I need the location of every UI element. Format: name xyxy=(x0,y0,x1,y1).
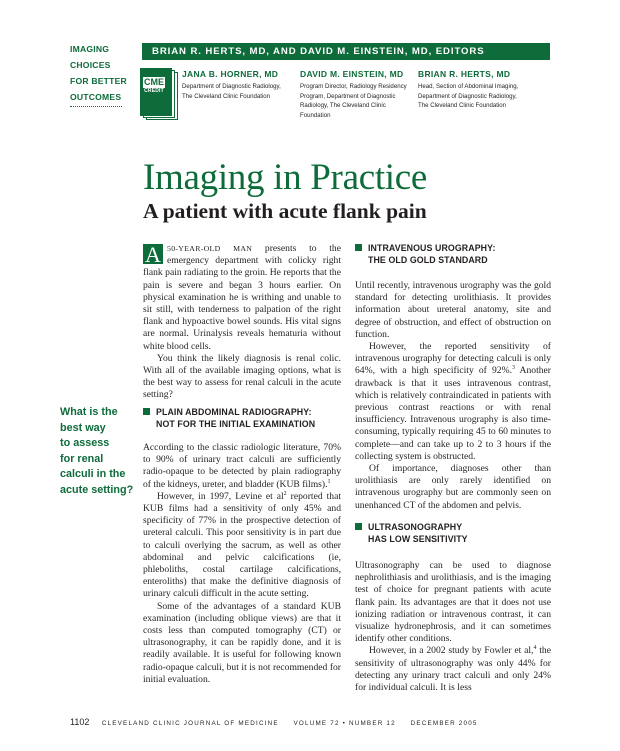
author-block xyxy=(418,69,548,111)
pull-quote: What is the best way to assess for renal calculi in the acute setting? xyxy=(60,406,134,496)
page-footer xyxy=(70,712,550,730)
author-name: BRIAN R. HERTS, MD xyxy=(418,69,511,79)
series-label xyxy=(70,41,132,105)
author-block xyxy=(182,69,294,101)
author-affiliation: Program Director, Radiology Residency Program, Department of Diagnostic Radiology, The Cleveland Clinic Foundation xyxy=(300,83,407,119)
bullet-square-icon xyxy=(355,244,362,251)
section-heading-plain-radiography: PLAIN ABDOMINAL RADIOGRAPHY: NOT FOR THE INITIAL EXAMINATION xyxy=(143,407,343,430)
series-divider xyxy=(70,106,122,107)
article-subtitle: A patient with acute flank pain xyxy=(143,199,427,223)
page-number: 1102 xyxy=(70,717,90,727)
intro-text xyxy=(143,243,341,402)
intro-paragraph: presents to the emergency department with colicky right flank pain radiating to the groin. He reports that the pain is severe and began 3 hours earlier. On physical examination he is writhing and unable to sit still, with tenderness to palpation of the right flank and hypoactive bowel sounds. His vital signs are normal. Urinalysis reveals hematuria without white blood cells. xyxy=(143,243,341,352)
cme-credit-icon xyxy=(140,68,176,118)
section-heading-ultrasonography: ULTRASONOGRAPHY HAS LOW SENSITIVITY xyxy=(355,522,555,545)
intro-paragraph: You think the likely diagnosis is renal colic. With all of the available imaging options, what is the best way to assess for renal calculi in the acute setting? xyxy=(143,352,341,401)
journal-citation: CLEVELAND CLINIC JOURNAL OF MEDICINE VOLUME 72 • NUMBER 12 DECEMBER 2005 xyxy=(101,720,478,727)
section-body-ultrasonography: Ultrasonography can be used to diagnose nephrolithiasis and urolithiasis, and is the imaging test of choice for pregnant patients with acute flank pain. Its advantages are that it does not use ionizing radiation or intravenous contrast, it can visualize hydronephrosis, and it can sometimes identify other conditions. However, in a 2002 study by Fowler et al,$^4$ the sensitivity of ultrasonography was only 44% for detecting any urinary tract calculi and only 24% for individual calculi. It is less xyxy=(355,560,551,694)
cme-label: CME xyxy=(144,77,164,87)
section-body-intravenous-urography: Until recently, intravenous urography was the gold standard for detecting urolithiasis. It provides information about ureteral anatomy, site and degree of obstruction, and effect of obstruction on function. However, the reported sensitivity of intravenous urography for detecting calculi is only 64%, with a high specificity of 92%.$^3$ Another drawback is that it uses intravenous contrast, which is relatively contraindicated in patients with previous contrast reactions or with renal insufficiency. Intravenous urography is also time-consuming, typically requiring 45 to 60 minutes to complete—and can take up to 2 to 3 hours if the collecting system is obstructed. Of importance, diagnoses other than urolithiasis are only rarely identified on intravenous urography but are commonly seen on unenhanced CT of the abdomen and pelvis. xyxy=(355,280,551,511)
cme-sublabel: CREDIT xyxy=(144,88,164,94)
section-heading-intravenous-urography: INTRAVENOUS UROGRAPHY: THE OLD GOLD STANDARD xyxy=(355,243,555,266)
lead-smallcaps: 50-YEAR-OLD MAN xyxy=(167,244,253,253)
series-line: FOR BETTER xyxy=(70,76,127,86)
author-block xyxy=(300,69,412,120)
article-title: Imaging in Practice xyxy=(143,157,428,198)
dropcap: A xyxy=(143,244,163,264)
bullet-square-icon xyxy=(143,408,150,415)
series-line: IMAGING xyxy=(70,44,110,54)
author-affiliation: Head, Section of Abdominal Imaging, Department of Diagnostic Radiology, The Cleveland Clinic Foundation xyxy=(418,83,519,109)
author-name: JANA B. HORNER, MD xyxy=(182,69,279,79)
bullet-square-icon xyxy=(355,523,362,530)
author-affiliation: Department of Diagnostic Radiology, The Cleveland Clinic Foundation xyxy=(182,83,281,100)
series-line: CHOICES xyxy=(70,60,111,70)
author-name: DAVID M. EINSTEIN, MD xyxy=(300,69,404,79)
series-line: OUTCOMES xyxy=(70,92,122,102)
section-body-plain-radiography: According to the classic radiologic literature, 70% to 90% of urinary tract calculi are sufficiently radio-opaque to be detected by plain radiography of the kidneys, ureter, and bladder (KUB films).$^1$ However, in 1997, Levine et $al^2$ reported that KUB films had a sensitivity of only 45% and specificity of 77% in the prospective detection of ureteral calculi. This poor sensitivity is in part due to calculi overlying the sacrum, as well as other abdominal and pelvic calcifications (ie, phleboliths, costal cartilage calcifications, enteroliths) that make the definitive diagnosis of urinary calculi difficult in the acute setting. Some of the advantages of a standard KUB examination (including oblique views) are that it costs less than computed tomography (CT) or ultrasonography, it can be rapidly done, and it is readily available. It is useful for following known radio-opaque calculi, but it is not recommended for initial evaluation. xyxy=(143,442,341,685)
editors-banner: BRIAN R. HERTS, MD, AND DAVID M. EINSTEIN, MD, EDITORS xyxy=(142,43,550,60)
